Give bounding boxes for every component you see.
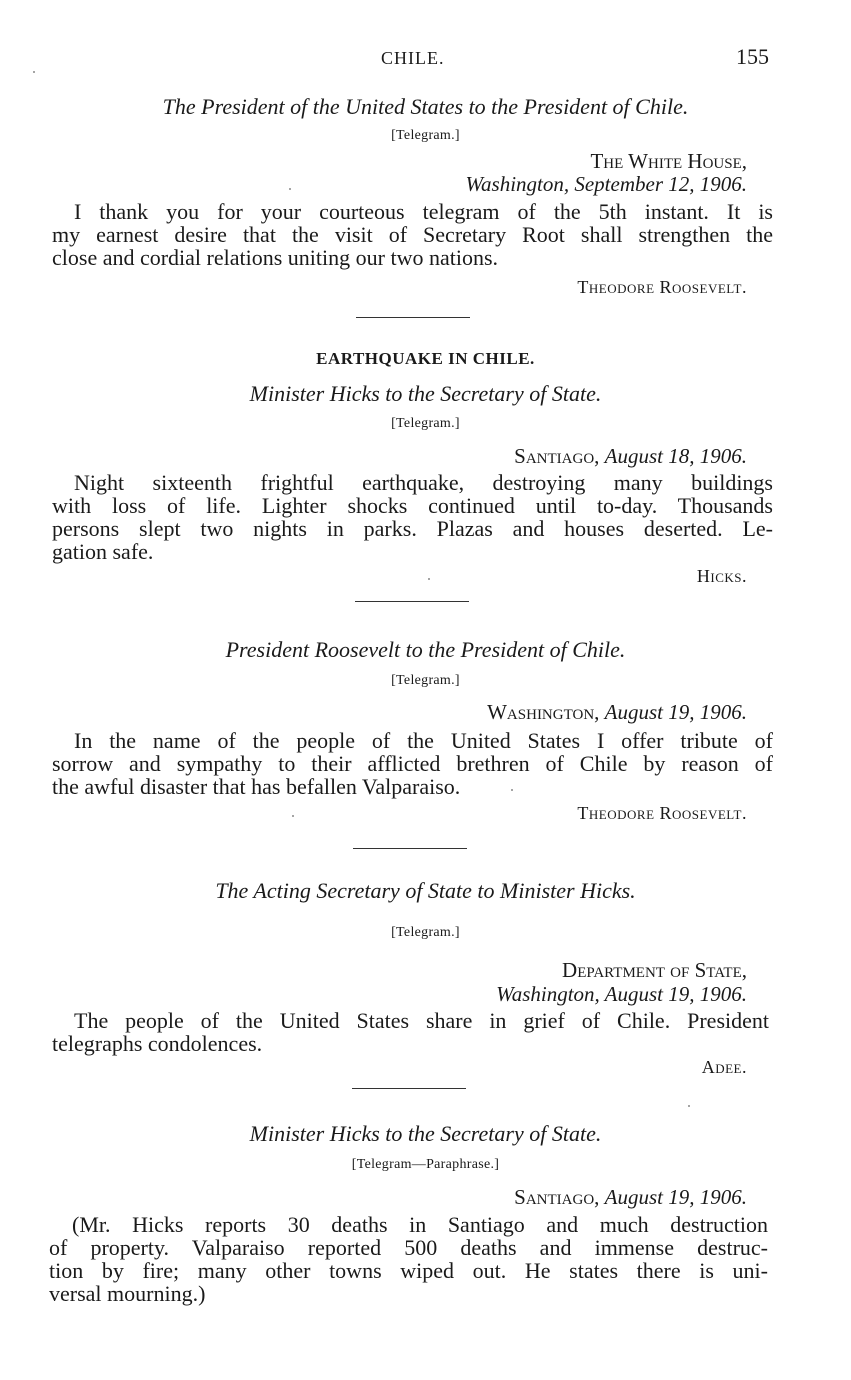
doc1-body-line: close and cordial relations uniting our two nations. <box>52 245 499 270</box>
doc3-telegram-label: [Telegram.] <box>391 673 460 688</box>
doc1-signature: Theodore Roosevelt. <box>577 277 747 297</box>
doc1-body-line: I thank you for your courteous telegram of the 5th instant. It is <box>74 199 773 224</box>
scan-speck <box>33 71 35 73</box>
doc3-body-line: sorrow and sympathy to their afflicted brethren of Chile by reason of <box>52 751 773 776</box>
section-heading: EARTHQUAKE IN CHILE. <box>316 349 535 368</box>
section-divider <box>353 848 467 849</box>
doc4-place: Department of State, <box>562 958 747 982</box>
doc3-body-line: In the name of the people of the United States I offer tribute of <box>74 728 773 753</box>
doc3-body-line: the awful disaster that has befallen Valparaiso. <box>52 774 461 799</box>
doc2-signature: Hicks. <box>696 566 747 586</box>
doc2-title: Minister Hicks to the Secretary of State. <box>249 381 602 406</box>
doc3-date: August 19, 1906. <box>604 700 747 724</box>
scan-speck <box>688 1105 690 1107</box>
doc2-body-line: with loss of life. Lighter shocks continued until to-day. Thousands <box>52 493 773 518</box>
doc5-place-date <box>514 1185 747 1210</box>
doc5-place: Santiago, <box>514 1185 600 1209</box>
doc5-date: August 19, 1906. <box>604 1185 747 1209</box>
doc2-place: Santiago, <box>514 444 600 468</box>
doc4-title: The Acting Secretary of State to Minister Hicks. <box>215 878 636 903</box>
doc4-date-line: Washington, August 19, 1906. <box>496 982 747 1006</box>
doc4-signature: Adee. <box>701 1057 747 1077</box>
doc3-place-date <box>487 700 747 725</box>
doc5-telegram-label: [Telegram—Paraphrase.] <box>351 1157 500 1172</box>
doc2-body-line: Night sixteenth frightful earthquake, destroying many buildings <box>74 470 773 495</box>
doc2-body-line: persons slept two nights in parks. Plazas and houses deserted. Le- <box>52 516 773 541</box>
section-divider <box>355 601 469 602</box>
doc4-telegram-label: [Telegram.] <box>391 925 460 940</box>
doc1-body-line: my earnest desire that the visit of Secretary Root shall strengthen the <box>52 222 773 247</box>
doc2-telegram-label: [Telegram.] <box>391 416 460 431</box>
doc3-title: President Roosevelt to the President of Chile. <box>225 637 626 662</box>
doc3-place: Washington, <box>487 700 600 724</box>
doc1-telegram-label: [Telegram.] <box>391 128 460 143</box>
doc2-place-date <box>514 444 747 469</box>
doc4-body-line: telegraphs condolences. <box>52 1031 263 1056</box>
doc5-body-line: tion by fire; many other towns wiped out. He states there is uni- <box>49 1258 768 1283</box>
doc5-body-line: of property. Valparaiso reported 500 deaths and immense destruc- <box>49 1235 768 1260</box>
doc1-place: The White House, <box>590 149 747 173</box>
running-title: CHILE. <box>381 48 445 68</box>
page-number: 155 <box>736 44 769 69</box>
section-divider <box>352 1088 466 1089</box>
doc3-signature: Theodore Roosevelt. <box>577 803 747 823</box>
section-divider <box>356 317 470 318</box>
scan-speck <box>289 188 291 190</box>
doc5-title: Minister Hicks to the Secretary of State. <box>249 1121 602 1146</box>
doc2-date: August 18, 1906. <box>604 444 747 468</box>
scan-speck <box>292 815 294 817</box>
doc2-body-line: gation safe. <box>52 539 154 564</box>
doc1-date-line: Washington, September 12, 1906. <box>465 172 747 196</box>
doc5-body-line: versal mourning.) <box>49 1281 206 1306</box>
doc1-title: The President of the United States to the President of Chile. <box>162 94 689 119</box>
doc4-body-line: The people of the United States share in grief of Chile. President <box>74 1008 769 1033</box>
doc5-body-line: (Mr. Hicks reports 30 deaths in Santiago and much destruction <box>72 1212 768 1237</box>
scan-speck <box>428 578 430 580</box>
scan-speck <box>511 789 513 791</box>
